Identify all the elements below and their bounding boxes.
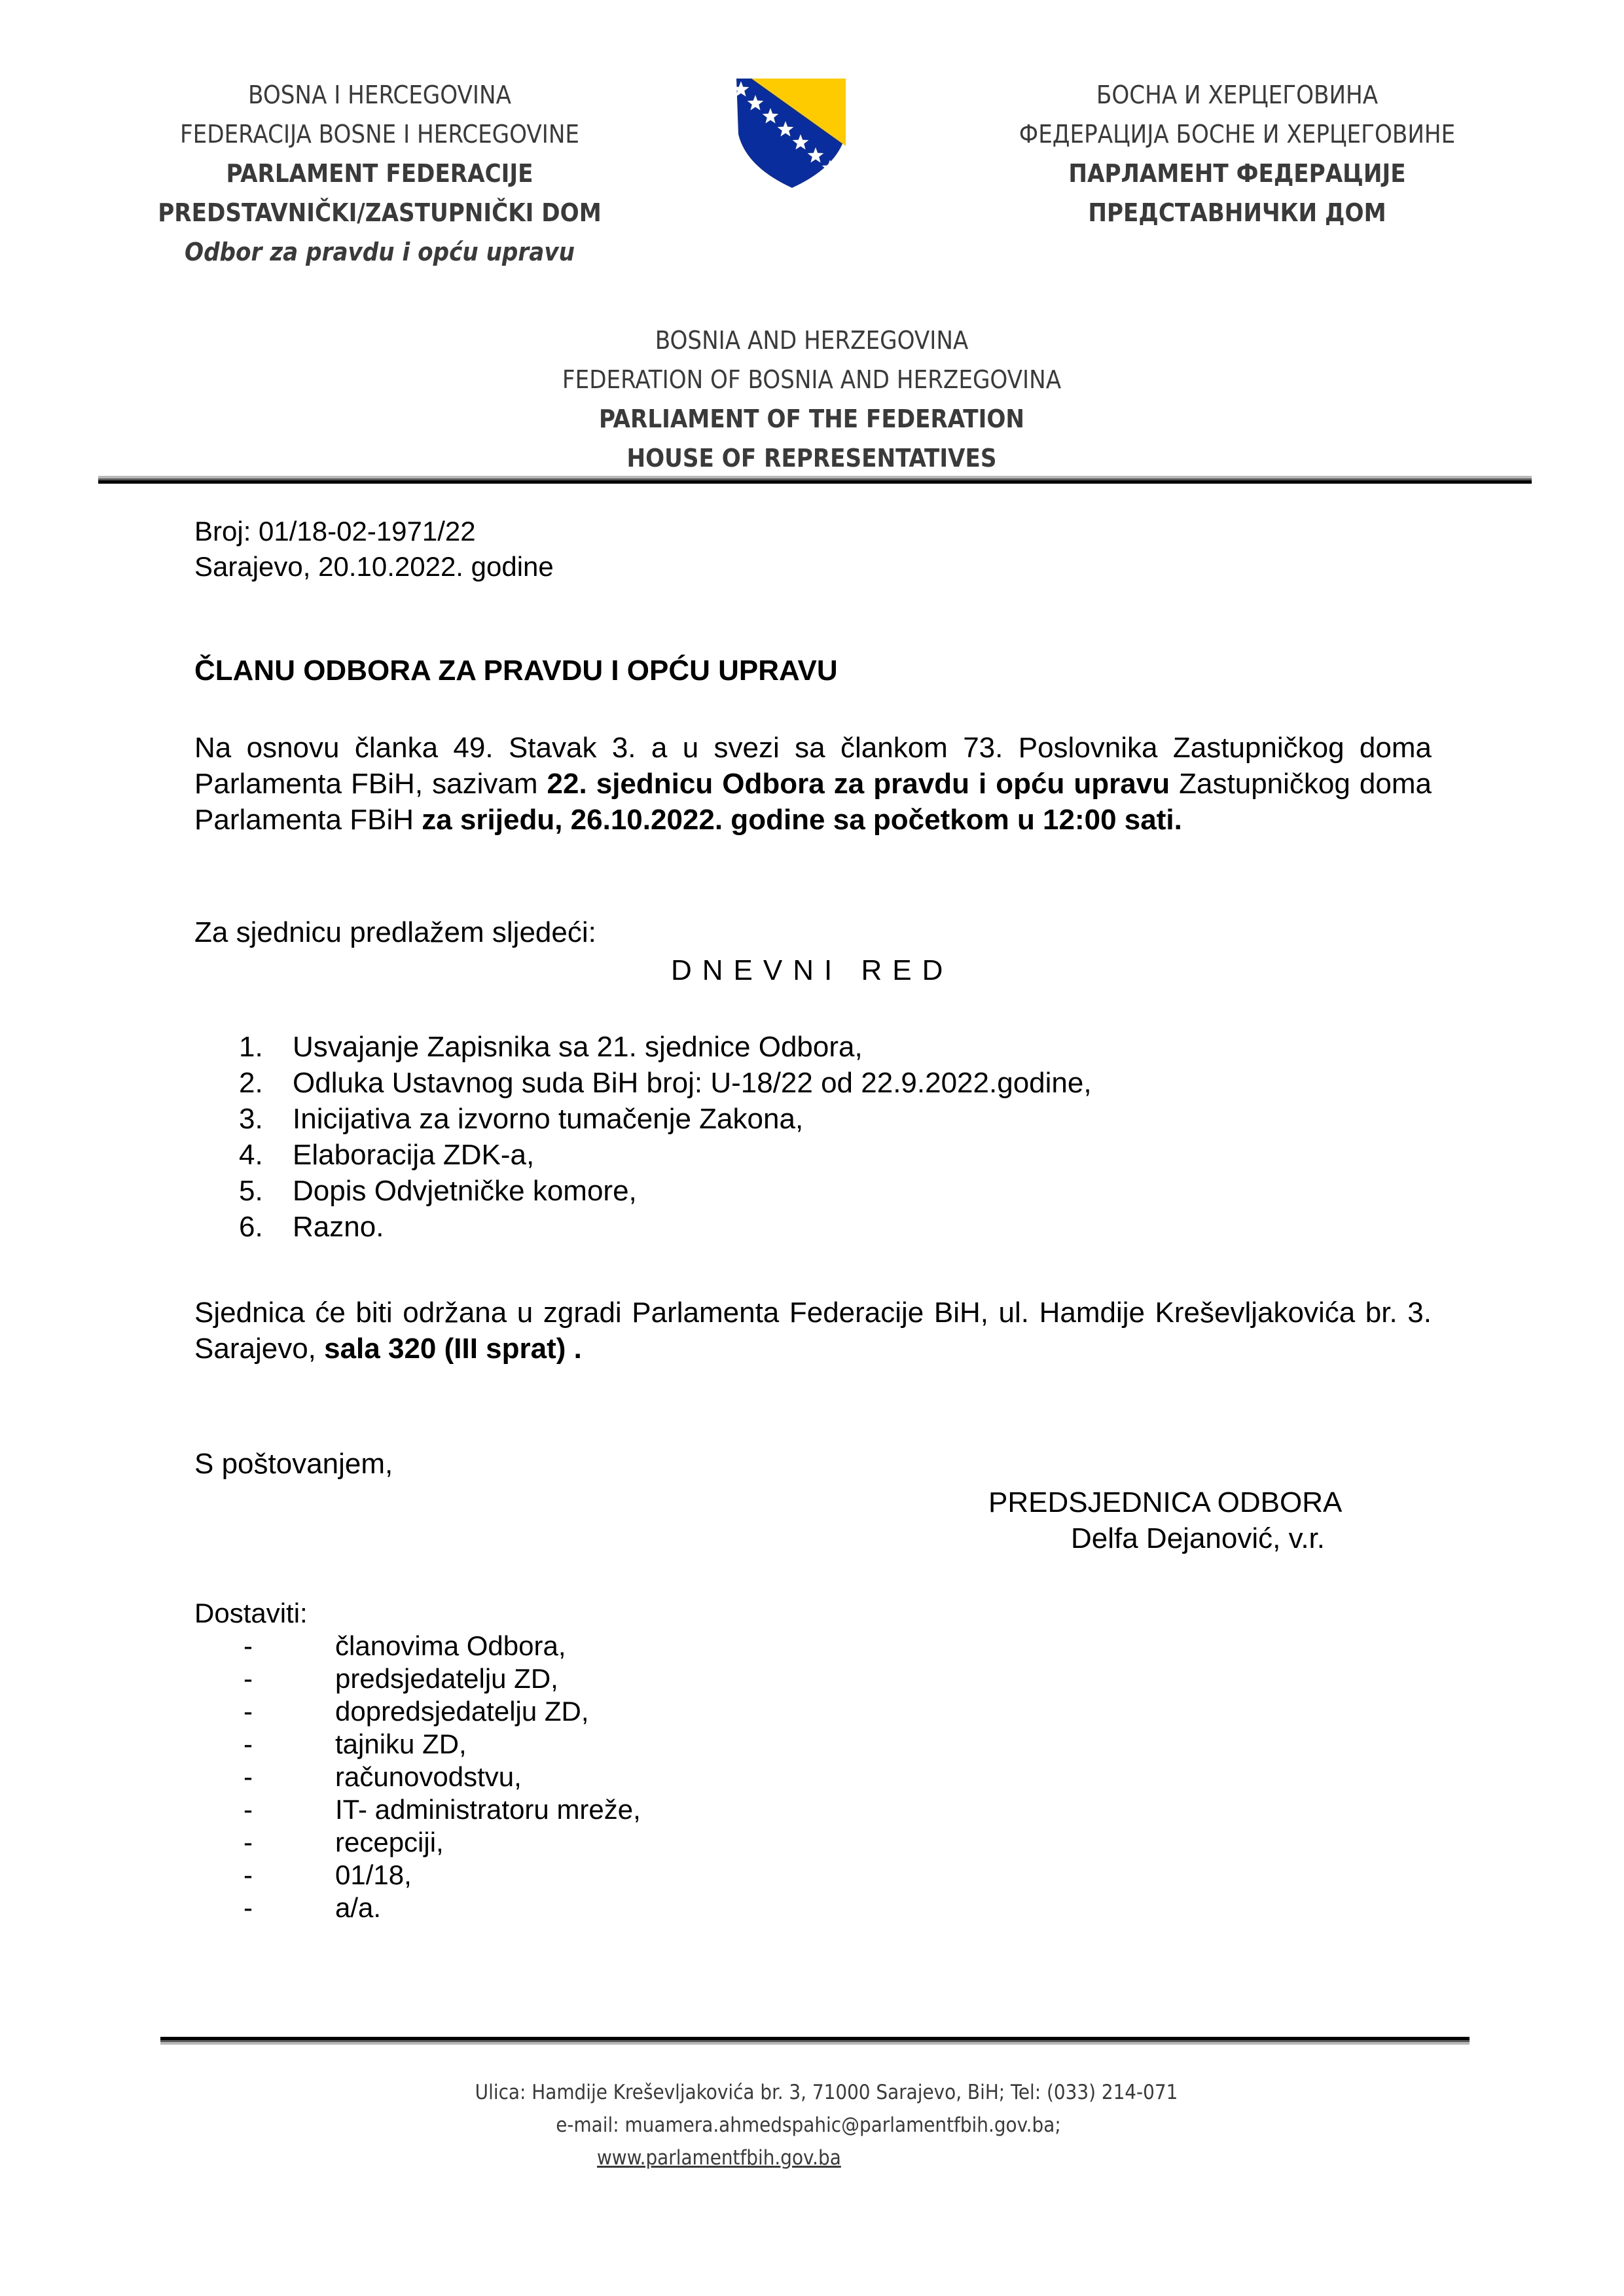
agenda-intro: Za sjednicu predlažem sljedeći: <box>194 916 596 948</box>
letterhead-parliament-cyrillic: ПАРЛАМЕНТ ФЕДЕРАЦИЈЕ <box>1068 159 1406 188</box>
agenda-item-text: Elaboracija ZDK-a, <box>293 1139 535 1171</box>
distribution-item-text: predsjedatelju ZD, <box>335 1663 558 1694</box>
para-date-time: za srijedu, 26.10.2022. godine sa početkom u 12:00 sati. <box>422 804 1182 836</box>
letterhead-parliament: PARLAMENT FEDERACIJE <box>226 159 533 188</box>
distribution-item <box>194 1826 641 1859</box>
header-divider <box>98 476 1532 484</box>
letterhead-committee: Odbor za pravdu i opću upravu <box>185 238 575 266</box>
letterhead-federation-en: FEDERATION OF BOSNIA AND HERZEGOVINA <box>562 365 1062 394</box>
distribution-item <box>194 1630 641 1662</box>
dash-bullet: - <box>244 1761 253 1792</box>
recipient-title: ČLANU ODBORA ZA PRAVDU I OPĆU UPRAVU <box>194 655 838 687</box>
letterhead-country: BOSNA I HERCEGOVINA <box>248 81 511 109</box>
para-text: Na osnovu članka 49. Stavak 3. a u svezi sa člankom 73. Poslovnika Zastupničkog doma Parlamenta FBiH, sazivam <box>194 732 1432 800</box>
agenda-item-text: Odluka Ustavnog suda BiH broj: U-18/22 od 22.9.2022.godine, <box>293 1067 1092 1099</box>
dash-bullet: - <box>244 1892 253 1923</box>
signature-name: Delfa Dejanović, v.r. <box>1070 1522 1325 1554</box>
agenda-item <box>239 1101 1092 1137</box>
distribution-item-text: a/a. <box>335 1892 382 1923</box>
distribution-item-text: tajniku ZD, <box>335 1729 467 1759</box>
footer-website-link[interactable]: www.parlamentfbih.gov.ba <box>597 2146 841 2170</box>
agenda-item-text: Razno. <box>293 1211 384 1243</box>
distribution-item <box>194 1859 641 1892</box>
dash-bullet: - <box>244 1859 253 1890</box>
document-number: Broj: 01/18-02-1971/22 <box>194 516 476 547</box>
venue-text: Sjednica će biti održana u zgradi Parlamenta Federacije BiH, ul. Hamdije Kreševljakovića br. 3. Sarajevo, <box>194 1297 1432 1365</box>
distribution-item-text: IT- administratoru mreže, <box>335 1794 641 1825</box>
distribution-item-text: članovima Odbora, <box>335 1630 566 1661</box>
document-place-date: Sarajevo, 20.10.2022. godine <box>194 551 554 582</box>
dash-bullet: - <box>244 1794 253 1825</box>
signature-block <box>969 1484 1427 1556</box>
agenda-item-text: Usvajanje Zapisnika sa 21. sjednice Odbora, <box>293 1031 863 1063</box>
distribution-item-text: računovodstvu, <box>335 1761 522 1792</box>
distribution-item <box>194 1695 641 1728</box>
distribution-list <box>194 1597 641 1924</box>
letterhead-right <box>956 75 1519 232</box>
agenda-list <box>239 1029 1092 1245</box>
dash-bullet: - <box>244 1663 253 1694</box>
dash-bullet: - <box>244 1696 253 1727</box>
venue-room: sala 320 (III sprat) . <box>324 1333 582 1365</box>
letterhead-parliament-en: PARLIAMENT OF THE FEDERATION <box>598 404 1025 433</box>
agenda-item <box>239 1029 1092 1065</box>
distribution-item <box>194 1793 641 1826</box>
footer-email: e-mail: muamera.ahmedspahic@parlamentfbih.gov.ba; <box>556 2113 1061 2137</box>
distribution-item <box>194 1761 641 1793</box>
para-text-2: Zastupničkog doma Parlamenta FBiH <box>194 768 1432 836</box>
letterhead-left <box>98 75 661 272</box>
letterhead-house: PREDSTAVNIČKI/ZASTUPNIČKI DOM <box>158 198 602 227</box>
agenda-item-text: Dopis Odvjetničke komore, <box>293 1175 637 1207</box>
distribution-item-text: dopredsjedatelju ZD, <box>335 1696 589 1727</box>
agenda-item-text: Inicijativa za izvorno tumačenje Zakona, <box>293 1103 804 1135</box>
distribution-item <box>194 1728 641 1761</box>
agenda-item-number: 1. <box>239 1031 263 1063</box>
distribution-item <box>194 1662 641 1695</box>
signature-role: PREDSJEDNICA ODBORA <box>988 1486 1343 1518</box>
dash-bullet: - <box>244 1827 253 1857</box>
distribution-label: Dostaviti: <box>194 1598 308 1628</box>
closing-salutation: S poštovanjem, <box>194 1448 393 1480</box>
dash-bullet: - <box>244 1729 253 1759</box>
agenda-item <box>239 1173 1092 1209</box>
agenda-title: DNEVNI RED <box>671 954 954 986</box>
agenda-item-number: 2. <box>239 1067 263 1099</box>
distribution-items <box>194 1630 641 1924</box>
para-session: 22. sjednicu Odbora za pravdu i opću upravu <box>547 768 1170 800</box>
footer <box>393 2076 1244 2174</box>
coat-of-arms-icon <box>733 75 851 190</box>
agenda-item <box>239 1065 1092 1101</box>
agenda-item <box>239 1209 1092 1245</box>
agenda-item <box>239 1137 1092 1173</box>
letterhead-english <box>419 321 1204 478</box>
distribution-item-text: 01/18, <box>335 1859 412 1890</box>
footer-divider <box>160 2037 1470 2045</box>
letterhead-federation: FEDERACIJA BOSNE I HERCEGOVINE <box>179 120 580 149</box>
distribution-item <box>194 1892 641 1924</box>
letterhead-house-cyrillic: ПРЕДСТАВНИЧКИ ДОМ <box>1088 198 1386 227</box>
letterhead-federation-cyrillic: ФЕДЕРАЦИЈА БОСНЕ И ХЕРЦЕГОВИНЕ <box>1019 120 1456 149</box>
footer-address: Ulica: Hamdije Kreševljakovića br. 3, 71000 Sarajevo, BiH; Tel: (033) 214-071 <box>475 2081 1178 2104</box>
agenda-item-number: 6. <box>239 1211 263 1243</box>
agenda-item-number: 5. <box>239 1175 263 1207</box>
letterhead-house-en: HOUSE OF REPRESENTATIVES <box>626 444 997 473</box>
distribution-item-text: recepciji, <box>335 1827 444 1857</box>
agenda-item-number: 4. <box>239 1139 263 1171</box>
dash-bullet: - <box>244 1630 253 1661</box>
venue-paragraph <box>194 1295 1432 1367</box>
document-meta <box>194 514 554 584</box>
coat-of-arms-svg <box>733 75 851 190</box>
agenda-item-number: 3. <box>239 1103 263 1135</box>
convocation-paragraph <box>194 730 1432 838</box>
letterhead-country-en: BOSNIA AND HERZEGOVINA <box>655 326 969 355</box>
letterhead-country-cyrillic: БОСНА И ХЕРЦЕГОВИНА <box>1096 81 1379 109</box>
